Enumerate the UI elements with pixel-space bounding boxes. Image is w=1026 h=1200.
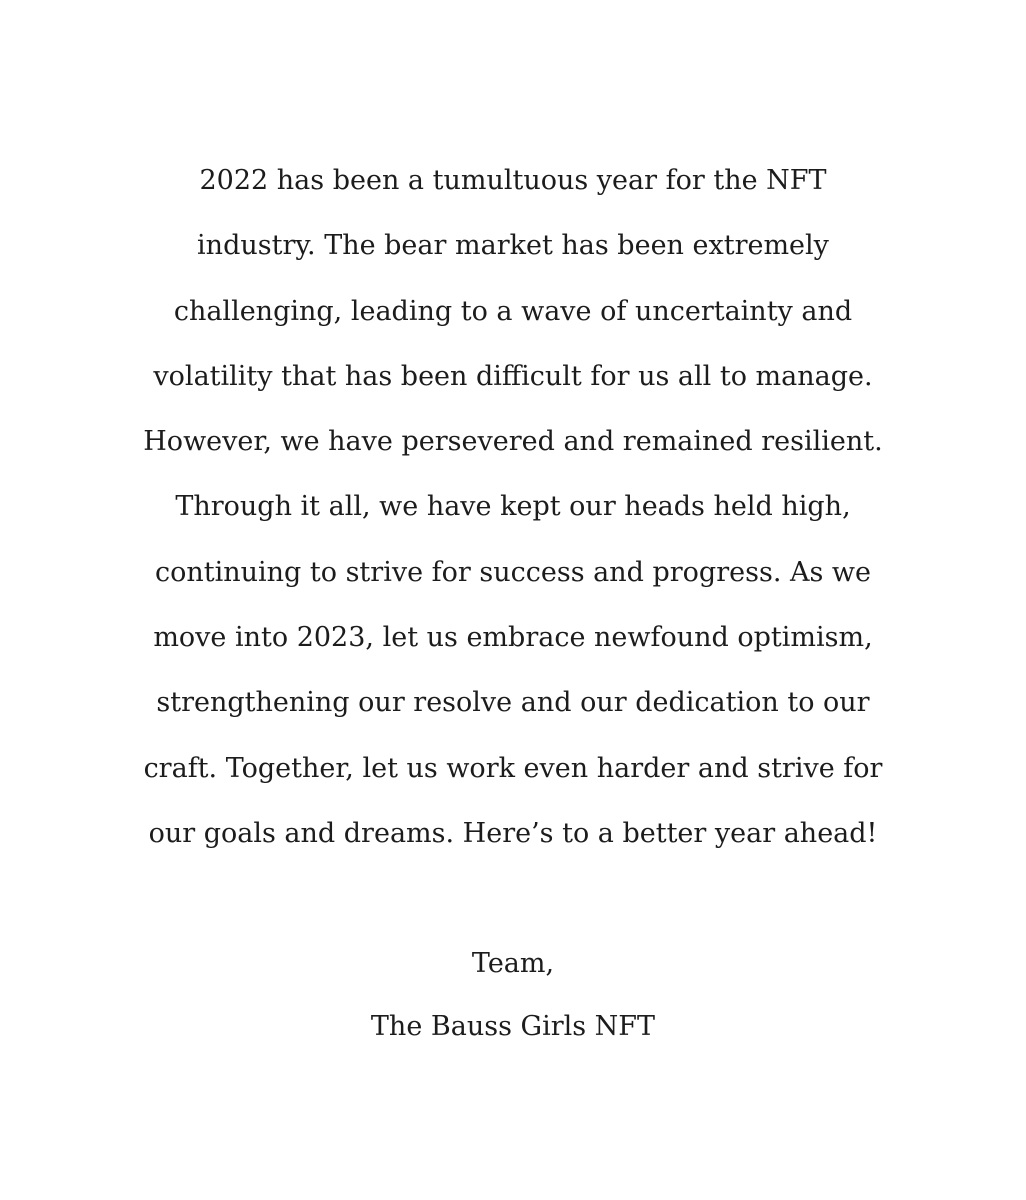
letter-line: craft. Together, let us work even harder and strive for — [143, 752, 883, 784]
signature-closing: Team, — [471, 948, 555, 979]
letter-line: challenging, leading to a wave of uncertainty and — [173, 295, 853, 327]
letter-body — [0, 148, 1026, 866]
letter-line: move into 2023, let us embrace newfound optimism, — [153, 622, 873, 654]
letter-line: 2022 has been a tumultuous year for the NFT — [199, 165, 827, 196]
letter-line: volatility that has been difficult for us all to manage. — [153, 360, 873, 392]
letter-line: strengthening our resolve and our dedication to our — [156, 687, 870, 719]
letter-line: our goals and dreams. Here’s to a better year ahead! — [148, 817, 878, 849]
signature-name: The Bauss Girls NFT — [370, 1011, 656, 1042]
letter-line: industry. The bear market has been extremely — [197, 230, 829, 262]
letter-line: However, we have persevered and remained resilient. — [143, 426, 883, 458]
letter-line: Through it all, we have kept our heads held high, — [175, 491, 851, 523]
signature-block — [0, 932, 1026, 1058]
letter-line: continuing to strive for success and progress. As we — [154, 556, 872, 588]
